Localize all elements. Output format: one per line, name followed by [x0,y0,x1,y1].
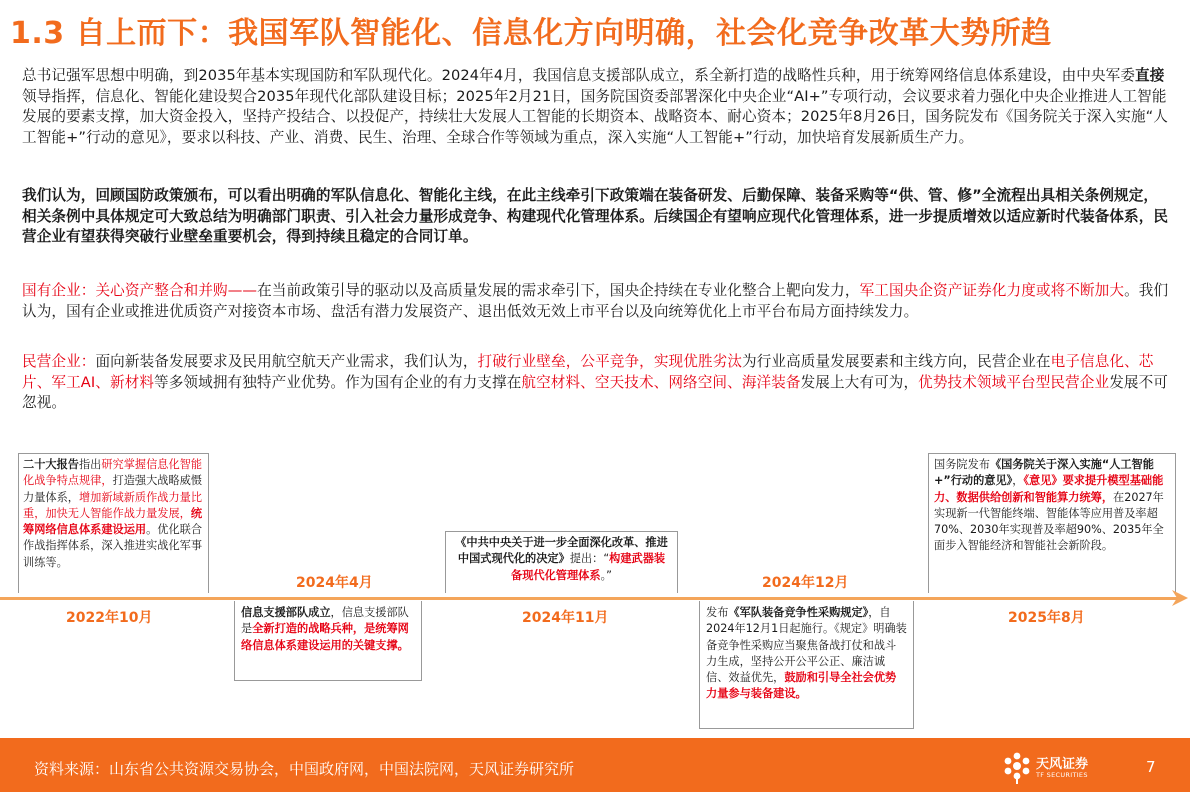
e1-text-2: 打造强大战略威慑力量体系， [23,474,203,504]
e2-red-bold: 全新打造的战略兵种，是统筹网络信息体系建设运用的关键支撑。 [241,622,409,652]
e3-text-1: 提出： [569,552,604,566]
e5-text-3: 在2027年实现新一代智能终端、智能体等应用普及率超70%、2030年实现普及率超90%、2035年全面步入智能经济和智能社会新阶段。 [934,490,1164,553]
p1-text-a: 总书记强军思想中明确，到2035年基本实现国防和军队现代化。2024年4月，我国信息支援部队成立，系全新打造的战略性兵种，用于统筹网络信息体系建设，由中央军委 [22,67,1136,84]
date-2024-04: 2024年4月 [296,575,373,591]
e3-bold: 《中共中央关于进一步全面深化改革、推进中国式现代化的决定》 [455,536,668,566]
date-2024-11: 2024年11月 [522,610,609,626]
p4-text-c: 等多领域拥有独特产业优势。作为国有企业的有力支撑在 [154,373,522,391]
timeline-card-2024-11 [445,531,678,593]
paragraph-state-owned [22,281,1172,322]
flower-logo-icon [1002,750,1032,784]
date-2024-12: 2024年12月 [762,575,849,591]
p4-highlight-1: 打破行业壁垒，公平竞争，实现优胜劣汰 [477,353,743,370]
timeline-arrow-icon [1172,590,1188,606]
paragraph-private [22,352,1172,414]
p4-label: 民营企业： [22,353,96,370]
e3-quote-close: 。” [600,568,612,582]
e1-red-1: 研究掌握信息化智能化战争特点规律， [23,458,203,488]
timeline-card-2022-10 [18,453,209,593]
date-2025-08: 2025年8月 [1008,610,1085,626]
p4-text-a: 面向新装备发展要求及民用航空航天产业需求，我们认为， [95,353,478,370]
e3-quote-open: “ [603,552,610,566]
e1-red-2: 增加新域新质作战力量比重，加快无人智能作战力量发展， [23,490,203,520]
logo-en-text: TF SECURITIES [1036,771,1088,779]
e2-bold: 信息支援部队成立 [241,606,331,619]
date-2022-10: 2022年10月 [66,610,153,626]
e5-bold: 《国务院关于深入实施“人工智能+”行动的意见》 [934,458,1154,488]
page-title: 1.3 自上而下：我国军队智能化、信息化方向明确，社会化竞争改革大势所趋 [10,16,1052,51]
source-note: 资料来源：山东省公共资源交易协会，中国政府网，中国法院网，天风证券研究所 [34,760,575,778]
timeline-card-2025-08 [928,453,1176,593]
e4-text-2: ，自2024年12月1日起施行。《规定》明确装备竞争性采购应当聚焦备战打仗和战斗力生成，坚持公开公平公正、廉洁诚信、效益优先， [706,606,907,685]
company-logo [1002,748,1112,786]
e5-red-bold: 《意见》要求提升模型基础能力、数据供给创新和智能算力统筹， [934,474,1164,504]
p3-text-b: 。我们认为，国有企业或推进优质资产对接资本市场、盘活有潜力发展资产、退出低效无效上市平台以及向统筹优化上市平台布局方面持续发力。 [22,282,1169,320]
p1-text-b: 领导指挥，信息化、智能化建设契合2035年现代化部队建设目标；2025年2月21日，国务院国资委部署深化中央企业“AI+”专项行动，会议要求着力强化中央企业推进人工智能发展的要素支撑，加大资金投入，坚持产投结合、以投促产，持续壮大发展人工智能的长期资本、战略资本、耐心资本；2025年8月26日，国务院发布《国务院关于深入实施“人工智能+”行动的意见》，要求以科技、产业、消费、民生、治理、全球合作等领域为重点，深入实施“人工智能+”行动，加快培育发展新质生产力。 [22,87,1169,146]
e2-text-1: ，信息支援部队是 [241,606,409,636]
paragraph-our-view: 我们认为，回顾国防政策颁布，可以看出明确的军队信息化、智能化主线，在此主线牵引下政策端在装备研发、后勤保障、装备采购等“供、管、修”全流程出具相关条例规定，相关条例中具体规定可大致总结为明确部门职责、引入社会力量形成竞争、构建现代化管理体系。后续国企有望响应现代化管理体系，进一步提质增效以适应新时代装备体系，民营企业有望获得突破行业壁垒重要机会，得到持续且稳定的合同订单。 [22,187,1169,246]
e5-text-2: ， [1012,474,1024,488]
e4-text-1: 发布 [706,606,729,619]
e1-bold: 二十大报告 [23,458,79,471]
e3-red-bold: 构建武器装备现代化管理体系 [511,552,666,582]
p4-highlight-2: 电子信息化、芯片、军工AI、新材料 [22,353,1154,391]
page-number: 7 [1146,758,1156,776]
e1-text-1: 指出 [78,458,102,471]
e4-red-bold: 鼓励和引导全社会优势力量参与装备建设。 [706,671,897,701]
p4-text-e: 发展不可忽视。 [22,373,1168,412]
p4-text-d: 发展上大有可为， [800,373,919,391]
p3-label: 国有企业：关心资产整合和并购—— [22,282,258,299]
p3-text-a: 在当前政策引导的驱动以及高质量发展的需求牵引下，国央企持续在专业化整合上靶向发力， [257,282,860,299]
timeline-card-2024-12 [699,601,914,729]
e4-bold: 《军队装备竞争性采购规定》 [728,606,869,619]
paragraph-policy-overview [22,66,1172,148]
timeline-card-2024-04 [234,601,422,681]
p1-bold: 直接 [1135,67,1165,84]
p4-text-b: 为行业高质量发展要素和主线方向，民营企业在 [742,353,1051,370]
timeline-axis [0,597,1182,600]
logo-cn-text: 天风证券 [1036,757,1089,772]
e5-text-1: 国务院发布 [934,458,990,471]
p3-highlight: 军工国央企资产证券化力度或将不断加大 [859,282,1125,299]
e1-red-bold: 统筹网络信息体系建设运用 [23,506,203,537]
p4-highlight-4: 优势技术领域平台型民营企业 [918,373,1110,391]
e1-text-3: 。优化联合作战指挥体系，深入推进实战化军事训练等。 [23,523,203,569]
p4-highlight-3: 航空材料、空天技术、网络空间、海洋装备 [521,373,801,391]
